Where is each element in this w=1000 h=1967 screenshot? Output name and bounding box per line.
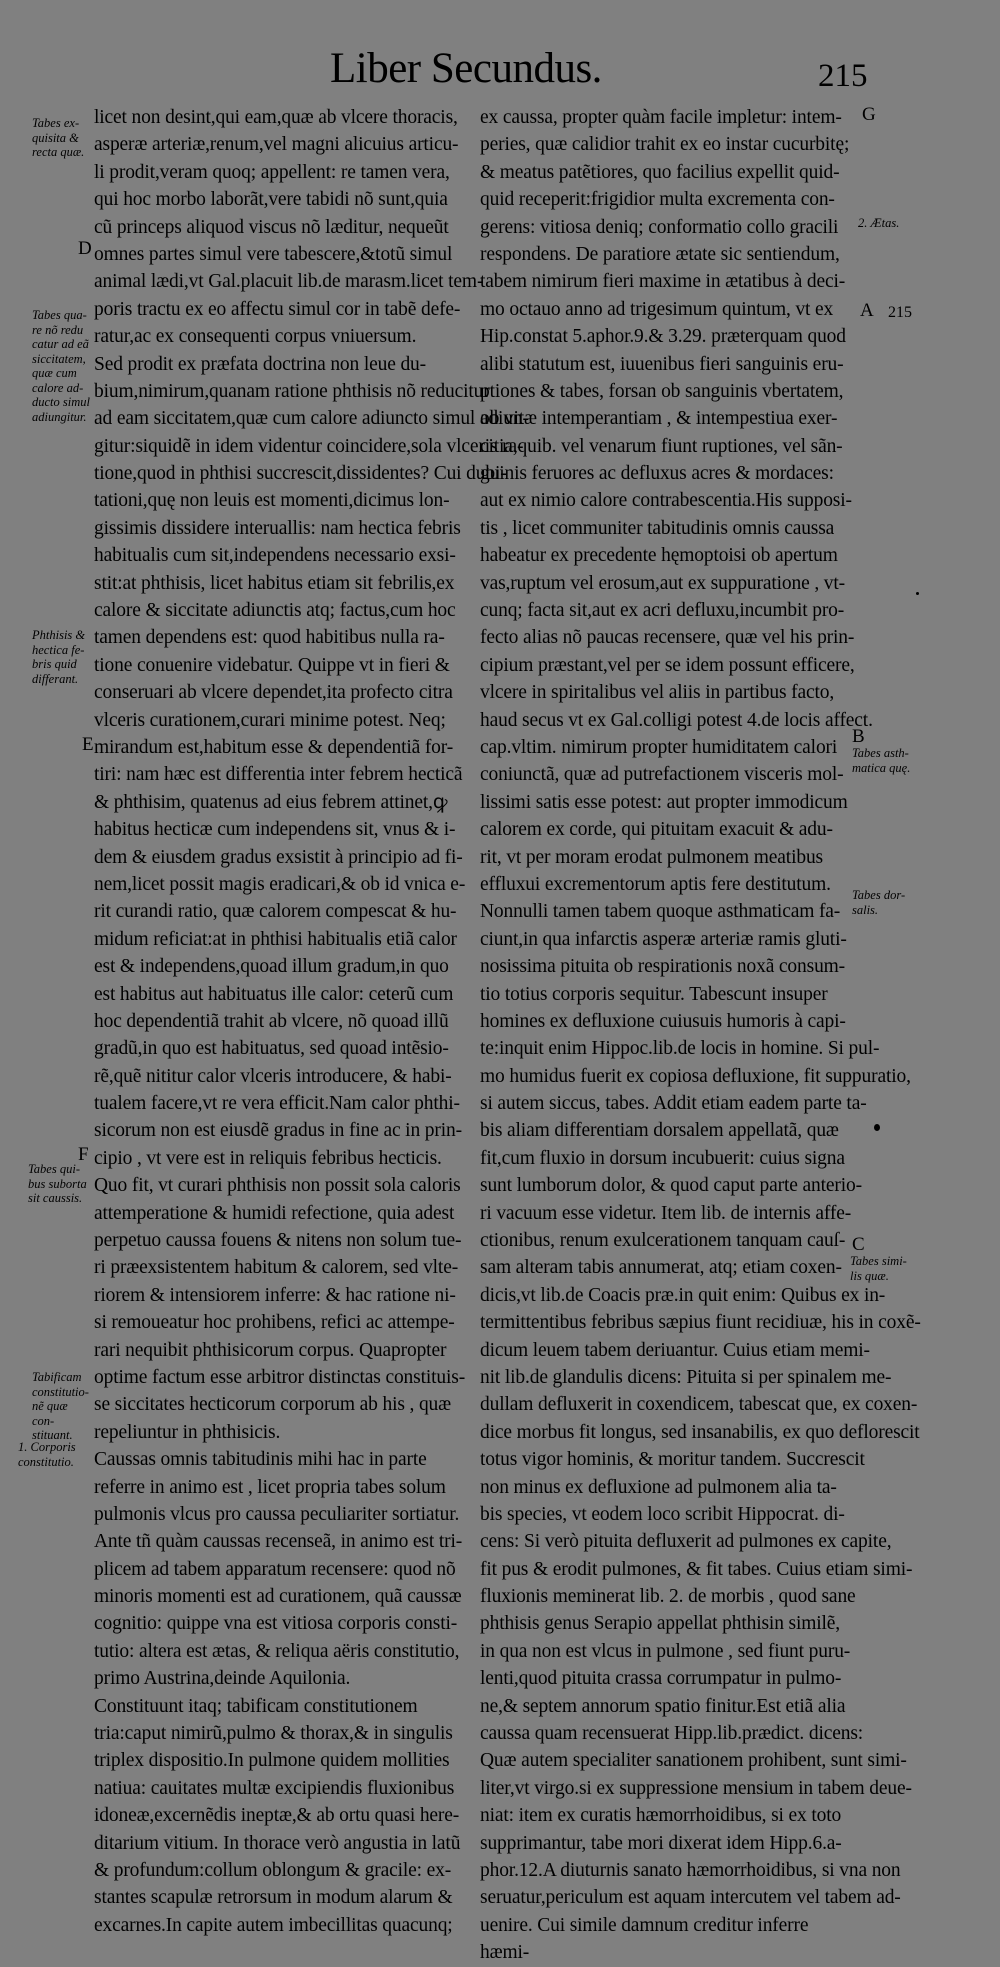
text-line: mirandum est,habitum esse & dependentiã for- [94, 736, 454, 758]
text-line: bium,nimirum,quanam ratione phthisis nõ reducitur [94, 380, 490, 402]
page-number: 215 [818, 58, 868, 94]
text-line: mo humidus fuerit ex copiosa defluxione, fit suppuratio, [480, 1065, 911, 1087]
text-line: fecto alias nõ paucas recensere, quæ vel his prin- [480, 627, 855, 649]
text-line: ciunt,in qua infarctis asperæ arteriæ ramis gluti- [480, 928, 847, 950]
text-line: non minus ex defluxione ad pulmonem alia ta- [480, 1476, 837, 1498]
text-line: excarnes.In capite autem imbecillitas quacunq; [94, 1914, 453, 1936]
section-letter: B [852, 726, 865, 747]
text-line: gerens: vitiosa deniq; conformatio collo gracili [480, 216, 839, 238]
text-line: stantes scapulæ retrorsum in modum alarum & [94, 1887, 453, 1909]
text-line: & profundum:collum oblongum & gracile: ex- [94, 1860, 452, 1881]
text-line: sam alteram tabis annumerat, atq; etiam coxen- [480, 1257, 842, 1279]
ink-spot [874, 1124, 880, 1131]
section-letter: F [78, 1144, 89, 1165]
text-line: rit, vt per moram erodat pulmonem meatibus [480, 846, 823, 868]
text-line: ditarium vitium. In thorace verò angustia in latũ [94, 1832, 461, 1854]
text-line: ob vitæ intemperantiam , & intempestiua exer- [480, 408, 838, 430]
margin-note: Tabes qua- re nõ redu catur ad eã siccitatem, quæ cum calore ad- ducto simul adiungitur. [32, 308, 90, 424]
text-line: tamen dependens est: quod habitibus nulla ra- [94, 627, 445, 649]
text-line: ad eam siccitatem,quæ cum calore adiuncto simul adiun- [94, 408, 529, 430]
text-line: idoneæ,excernẽdis ineptæ,& ab ortu quasi here- [94, 1805, 460, 1827]
text-line: coniunctã, quæ ad putrefactionem visceris mol- [480, 764, 844, 786]
margin-note: Tabes qui- bus suborta sit caussis. [28, 1162, 87, 1205]
text-line: tutio: altera est ætas, & reliqua aëris constitutio, [94, 1640, 460, 1662]
text-line: fit pus & erodit pulmones, & fit tabes. Cuius etiam simi- [480, 1558, 913, 1580]
section-letter: A [860, 300, 874, 321]
text-line: bis aliam differentiam dorsalem appellatã, quæ [480, 1120, 839, 1142]
text-line: Ante tñ quàm caussas recenseã, in animo est tri- [94, 1531, 463, 1553]
text-line: cunq; facta sit,aut ex acri defluxu,incumbit pro- [480, 600, 845, 622]
text-line: animal lædi,vt Gal.placuit lib.de marasm.licet tem- [94, 271, 484, 293]
text-line: licet non desint,qui eam,quæ ab vlcere thoracis, [94, 107, 458, 128]
text-line: ex caussa, propter quàm facile impletur: intem- [480, 107, 842, 128]
text-line: si autem siccus, tabes. Addit etiam eadem parte ta- [480, 1093, 867, 1115]
text-line: est habitus aut habituatus ille calor: ceterũ cum [94, 983, 454, 1005]
text-line: aut ex nimio calore contrabescentia.His supposi- [480, 490, 852, 512]
text-line: lenti,quod pituita crassa corrumpatur in pulmo- [480, 1668, 842, 1690]
text-line: gitur:siquidẽ in idem videntur coincidere,sola vlceris ra- [94, 435, 524, 457]
text-line: bis species, vt eodem loco scribit Hippocrat. di- [480, 1503, 845, 1525]
section-letter: D [78, 238, 92, 259]
text-line: tione,quod in phthisi succrescit,dissidentes? Cui dubi- [94, 463, 507, 485]
margin-note: Tabes dor- salis. [852, 888, 906, 917]
text-line: Caussas omnis tabitudinis mihi hac in parte [94, 1449, 427, 1471]
text-line: cap.vltim. nimirum propter humiditatem calori [480, 736, 838, 758]
page-title: Liber Secundus. [330, 45, 602, 92]
text-line: in qua non est vlcus in pulmone , sed fiunt puru- [480, 1640, 851, 1662]
text-line: mo octauo anno ad trigesimum quintum, vt ex [480, 298, 834, 320]
text-line: pulmonis vlcus pro caussa peculiariter sortiatur. [94, 1503, 460, 1525]
text-line: rẽ,quẽ nititur calor vlceris introducere, & habi- [94, 1065, 452, 1087]
text-line: si remoueatur hoc prohibens, refici ac attempe- [94, 1312, 455, 1334]
text-line: citia,quib. vel venarum fiunt ruptiones, vel sãn- [480, 435, 843, 457]
text-line: attemperatione & humidi refectione, quia adest [94, 1202, 455, 1224]
text-line: nit lib.de glandulis dicens: Pituita si per spinalem me- [480, 1366, 892, 1388]
text-line: vlceris curationem,curari minime potest. Neq; [94, 709, 446, 731]
text-line: tria:caput nimirũ,pulmo & thorax,& in singulis [94, 1723, 453, 1745]
text-line: repeliuntur in phthisicis. [94, 1421, 281, 1443]
text-line: supprimantur, tabe mori dixerat idem Hipp.6.a- [480, 1832, 842, 1854]
margin-note: Tabificam constitutio- nẽ quæ con- stituant. [32, 1370, 89, 1442]
text-line: phor.12.A diuturnis sanato hæmorrhoidibus, si vna non [480, 1860, 901, 1881]
text-line: habeatur ex precedente hęmoptoisi ob apertum [480, 545, 838, 567]
text-line: & phthisim, quatenus ad eius febrem attinet,ꝙ [94, 791, 448, 813]
text-line: dicis,vt lib.de Coacis præ.in quit enim: Quibus ex in- [480, 1284, 886, 1306]
text-line: & meatus patẽtiores, quo facilius expellit quid- [480, 161, 840, 183]
text-line: ratur,ac ex consequenti corpus vniuersum. [94, 326, 417, 348]
text-line: cipio , vt vere est in reliquis febribus hecticis. [94, 1147, 442, 1169]
text-line: plicem ad tabem apparatum recensere: quod nõ [94, 1558, 456, 1580]
text-line: stit:at phthisis, licet habitus etiam sit febrilis,ex [94, 572, 455, 594]
text-line: ri præexsistentem habitum & calorem, sed vlte- [94, 1257, 459, 1279]
text-line: ptiones & tabes, forsan ob sanguinis vbertatem, [480, 380, 844, 402]
text-line: cognitio: quippe vna est vitiosa corporis consti- [94, 1613, 458, 1635]
text-line: perpetuo caussa fouens & nitens non solum tue- [94, 1230, 462, 1252]
text-line: optime factum esse arbitror distinctas constituis- [94, 1366, 466, 1388]
text-line: Quo fit, vt curari phthisis non possit sola caloris [94, 1175, 461, 1197]
text-line: dicum leuem tabem deriuantur. Cuius etiam memi- [480, 1339, 870, 1361]
text-line: totus vigor hominis, & moritur tandem. Succrescit [480, 1449, 865, 1471]
section-letter: G [862, 104, 876, 125]
text-line: Sed prodit ex præfata doctrina non leue du- [94, 353, 426, 375]
text-line: gissimis dissidere interuallis: nam hectica febris [94, 517, 461, 539]
text-line: hoc dependentiã trahit ab vlcere, nõ quoad illũ [94, 1010, 449, 1032]
text-line: rari nequibit phthisicorum corpus. Quapropter [94, 1339, 447, 1361]
text-line: rit curandi ratio, quæ calorem compescat & hu- [94, 901, 457, 923]
text-line: niat: item ex curatis hæmorrhoidibus, si ex toto [480, 1805, 842, 1827]
text-line: tationi,quę non leuis est momenti,dicimus lon- [94, 490, 450, 512]
text-line: calorem ex corde, qui pituitam exacuit & adu- [480, 819, 833, 841]
text-line: riorem & intensiorem inferre: & hac ratione ni- [94, 1284, 456, 1306]
text-line: midum reficiat:at in phthisi habitualis etiã calor [94, 928, 457, 950]
text-line: Constituunt itaq; tabificam constitutionem [94, 1695, 418, 1717]
text-line: phthisis genus Serapio appellat phthisin similẽ, [480, 1613, 841, 1635]
text-line: fluxionis meminerat lib. 2. de morbis , quod sane [480, 1586, 856, 1608]
text-line: haud secus vt ex Gal.colligi potest 4.de locis affect. [480, 709, 873, 731]
text-line: quid receperit:frigidior multa excrementa con- [480, 189, 835, 211]
margin-note: 1. Corporis constitutio. [18, 1440, 76, 1469]
text-line: triplex dispositio.In pulmone quidem mollities [94, 1750, 450, 1772]
text-line: sicorum non est eiusdẽ gradus in fine ac in prin- [94, 1120, 462, 1142]
text-line: nosissima pituita ob respirationis noxã consum- [480, 956, 846, 978]
text-line: tabem nimirum fieri maxime in ætatibus à deci- [480, 271, 846, 293]
text-line: Hip.constat 5.aphor.9.& 3.29. præterquam quod [480, 326, 846, 348]
text-line: cens: Si verò pituita defluxerit ad pulmones ex capite, [480, 1531, 892, 1553]
text-line: homines ex defluxione cuiusuis humoris à capi- [480, 1010, 846, 1032]
page-reference: 215 [888, 304, 912, 321]
text-line: tio totius corporis sequitur. Tabescunt insuper [480, 983, 828, 1005]
text-line: seruatur,periculum est aquam intercutem vel tabem ad- [480, 1887, 901, 1909]
text-line: liter,vt virgo.si ex suppressione mensium in tabem deue- [480, 1777, 912, 1799]
text-line: ri vacuum esse videtur. Item lib. de internis affe- [480, 1202, 852, 1224]
text-line: dem & eiusdem gradus exsistit à principio ad fi- [94, 846, 463, 868]
text-line: referre in animo est , licet propria tabes solum [94, 1476, 446, 1498]
margin-note: 2. Ætas. [858, 216, 900, 230]
text-line: nem,licet possit magis eradicari,& ob id vnica e- [94, 873, 466, 895]
text-line: cũ princeps aliquod viscus nõ læditur, nequeũt [94, 216, 449, 238]
section-letter: C [852, 1234, 865, 1255]
text-line: uenire. Cui simile damnum creditur inferre [480, 1914, 809, 1936]
text-line: calore & siccitate adiunctis atq; factus,cum hoc [94, 600, 456, 622]
text-line: vlcere in spiritalibus vel aliis in partibus facto, [480, 682, 835, 704]
text-line: sunt lumborum dolor, & quod caput parte anterio- [480, 1175, 862, 1197]
text-line: dullam defluxerit in coxendicem, tabescat que, ex coxen- [480, 1394, 918, 1416]
text-line: primo Austrina,deinde Aquilonia. [94, 1668, 351, 1690]
text-line: tiri: nam hæc est differentia inter febrem hecticã [94, 764, 463, 786]
text-line: hæmi- [480, 1942, 530, 1964]
text-line: omnes partes simul vere tabescere,&totũ simul [94, 243, 453, 265]
text-line: gradũ,in quo est habituatus, sed quoad intẽsio- [94, 1038, 449, 1060]
text-line: te:inquit enim Hippoc.lib.de locis in homine. Si pul- [480, 1038, 880, 1060]
text-line: respondens. De paratiore ætate sic sentiendum, [480, 243, 840, 265]
text-line: peries, quæ calidior trahit ex eo instar cucurbitę; [480, 134, 850, 156]
text-line: li prodit,veram quoq; appellent: re tamen vera, [94, 161, 450, 183]
text-line: effluxui excrementorum aptis fere destitutum. [480, 873, 831, 895]
text-line: fit,cum fluxio in dorsum incubuerit: cuius signa [480, 1147, 845, 1169]
text-line: habitualis cum sit,independens necessario exsi- [94, 545, 456, 567]
text-line: tione conuenire videbatur. Quippe vt in fieri & [94, 654, 450, 676]
text-line: tis , licet communiter tabitudinis omnis caussa [480, 517, 835, 539]
margin-note: Tabes simi- lis quæ. [850, 1254, 907, 1283]
text-line: conseruari ab vlcere dependet,ita profecto citra [94, 682, 453, 704]
margin-note: Tabes asth- matica quę. [852, 746, 911, 775]
text-line: Nonnulli tamen tabem quoque asthmaticam fa- [480, 901, 841, 923]
text-line: Quæ autem specialiter sanationem prohibent, sunt simi- [480, 1750, 907, 1772]
text-line: qui hoc morbo laborãt,vere tabidi nõ sunt,quia [94, 189, 448, 211]
ink-spot [916, 592, 919, 595]
text-line: asperæ arteriæ,renum,vel magni alicuius articu- [94, 134, 459, 156]
text-line: alibi statutum est, iuuenibus fieri sanguinis eru- [480, 353, 844, 375]
text-line: dice morbus fit longus, sed insanabilis, ex quo deflorescit [480, 1421, 920, 1443]
text-line: se siccitates hecticorum corporum ab his , quæ [94, 1394, 452, 1416]
text-line: minoris momenti est ad curationem, quã caussæ [94, 1586, 462, 1608]
text-line: termittentibus febribus sæpius fiunt recidiuæ, his in coxẽ- [480, 1312, 921, 1334]
text-line: vas,ruptum vel erosum,aut ex suppuratione , vt- [480, 572, 845, 594]
text-line: est & independens,quoad illum gradum,in quo [94, 956, 449, 978]
text-line: poris tractu ex eo affectu simul cor in tabẽ defe- [94, 298, 461, 320]
text-line: tualem facere,vt re vera efficit.Nam calor phthi- [94, 1093, 460, 1115]
left-text-column [94, 104, 529, 1939]
text-line: natiua: cauitates multæ excipiendis fluxionibus [94, 1777, 455, 1799]
text-line: lissimi satis esse potest: aut propter immodicum [480, 791, 848, 813]
text-line: ctionibus, renum exulcerationem tanquam cauſ- [480, 1230, 846, 1252]
section-letter: E [82, 734, 94, 755]
text-line: habitus hecticæ cum independens sit, vnus & i- [94, 819, 456, 841]
margin-note: Tabes ex- quisita & recta quæ. [32, 116, 85, 159]
text-line: guinis feruores ac defluxus acres & mordaces: [480, 463, 834, 485]
margin-note: Phthisis & hectica fe- bris quid differant. [32, 628, 86, 686]
text-line: ne,& septem annorum spatio finitur.Est etiã alia [480, 1695, 846, 1717]
text-line: cipium præstant,vel per se idem possunt efficere, [480, 654, 855, 676]
text-line: caussa quam recensuerat Hipp.lib.prædict. dicens: [480, 1723, 864, 1745]
